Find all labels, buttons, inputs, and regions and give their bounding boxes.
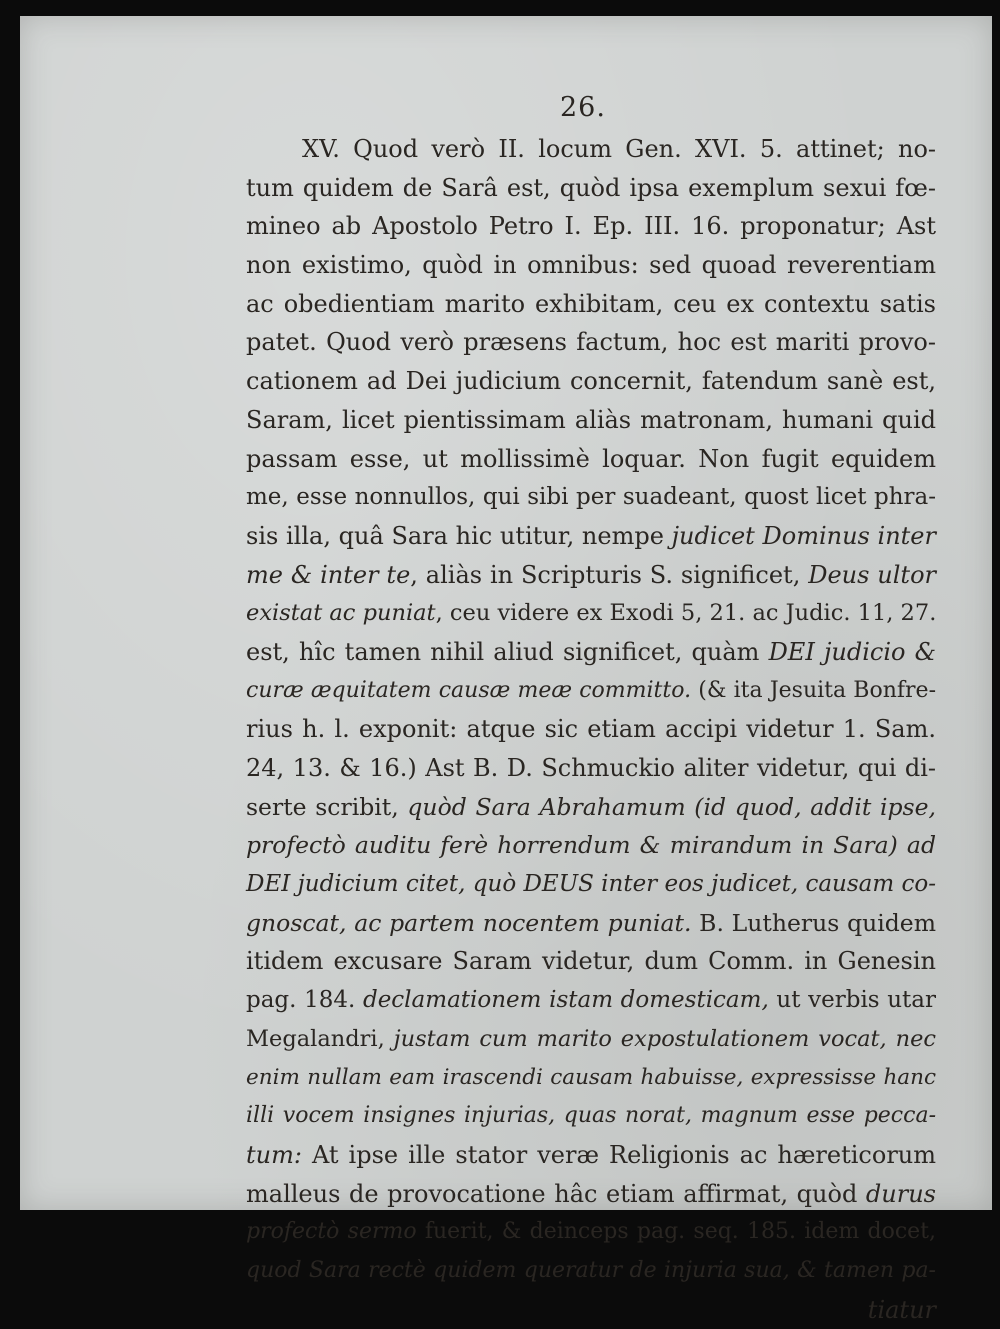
text-line [246, 981, 936, 1020]
roman-text: cationem ad Dei judicium concernit, fatendum sanè est, [246, 367, 936, 396]
text-line [246, 556, 936, 595]
roman-text: non existimo, quòd in omnibus: sed quoad reverentiam [246, 251, 936, 280]
text-line [246, 672, 936, 711]
text-line [246, 1213, 936, 1252]
text-line [246, 478, 936, 517]
italic-text: me & inter te [246, 560, 411, 589]
roman-text: sis illa, quâ Sara hic utitur, nempe [246, 521, 672, 550]
roman-text: ut verbis utar [768, 987, 937, 1014]
text-line [246, 1020, 936, 1059]
roman-text: est, hîc tamen nihil aliud significet, quàm [246, 637, 769, 666]
italic-text: quod Sara rectè quidem queratur de injuria sua, & tamen pa- [246, 1257, 936, 1283]
roman-text: patet. Quod verò præsens factum, hoc est mariti provo- [246, 328, 936, 357]
roman-text: XV. Quod verò II. locum Gen. XVI. 5. attinet; no- [302, 135, 936, 163]
text-line [246, 1175, 936, 1214]
text-line [246, 323, 936, 362]
text-line [246, 865, 936, 904]
text-line [246, 1136, 936, 1175]
text-line [246, 401, 936, 440]
text-line [246, 285, 936, 324]
italic-text: profectò auditu ferè horrendum & mirandum in Sara) ad [246, 831, 936, 860]
roman-text: 24, 13. & 16.) Ast B. D. Schmuckio aliter videtur, qui di- [246, 754, 936, 782]
text-line [246, 246, 936, 285]
roman-text: Saram, licet pientissimam aliàs matronam, humani quid [246, 405, 936, 434]
roman-text: me, esse nonnullos, qui sibi per suadeant, quost licet phra- [246, 484, 936, 511]
text-line [246, 1059, 936, 1098]
italic-text: Deus ultor [808, 560, 937, 589]
italic-text: judicet Dominus inter [671, 521, 936, 550]
text-line [246, 904, 936, 943]
italic-text: curæ æquitatem causæ meæ committo. [246, 677, 692, 703]
text-line [246, 788, 936, 827]
italic-text: quòd Sara Abrahamum (id quod, addit ipse, [407, 792, 936, 821]
text-line [246, 1252, 936, 1291]
italic-text: durus [865, 1179, 936, 1208]
text-line [246, 594, 936, 633]
text-line [246, 826, 936, 865]
roman-text: passam esse, ut mollissimè loquar. Non fugit equidem [246, 444, 936, 473]
roman-text: Megalandri, [246, 1025, 394, 1052]
text-line [246, 207, 936, 246]
text-line [246, 517, 936, 556]
italic-text: gnoscat, ac partem nocentem puniat. [246, 908, 692, 937]
italic-text: justam cum marito expostulationem vocat, nec [393, 1025, 936, 1052]
roman-text: (& ita Jesuita Bonfre- [691, 677, 936, 703]
page-number: 26. [560, 92, 606, 123]
roman-text: tum quidem de Sarâ est, quòd ipsa exemplum sexui fœ- [246, 173, 936, 202]
text-line [246, 440, 936, 479]
roman-text: ac obedientiam marito exhibitam, ceu ex contextu satis [246, 289, 936, 318]
roman-text: fuerit, & deinceps pag. seq. 185. idem docet, [416, 1219, 936, 1245]
roman-text: pag. 184. [246, 987, 363, 1014]
text-line [246, 130, 936, 169]
roman-text: serte scribit, [246, 792, 408, 821]
roman-text: mineo ab Apostolo Petro I. Ep. III. 16. proponatur; Ast [246, 212, 936, 241]
roman-text: , aliàs in Scripturis S. significet, [410, 560, 809, 589]
roman-text: At ipse ille stator veræ Religionis ac hæreticorum [301, 1140, 936, 1169]
text-line [246, 633, 936, 672]
text-line [246, 749, 936, 788]
italic-text: tum: [246, 1140, 302, 1169]
text-line [246, 942, 936, 981]
italic-text: illi vocem insignes injurias, quas norat, magnum esse pecca- [246, 1103, 936, 1129]
italic-text: tiatur [867, 1295, 936, 1324]
text-line [246, 362, 936, 401]
roman-text: B. Lutherus quidem [691, 908, 937, 937]
italic-text: existat ac puniat [246, 600, 436, 627]
roman-text: rius h. l. exponit: atque sic etiam accipi videtur 1. Sam. [246, 715, 936, 744]
roman-text: malleus de provocatione hâc etiam affirmat, quòd [246, 1179, 866, 1208]
roman-text: , ceu videre ex Exodi 5, 21. ac Judic. 11, 27. [435, 600, 937, 627]
book-page [20, 16, 992, 1324]
italic-text: DEI judicium citet, quò DEUS inter eos judicet, causam co- [246, 871, 936, 898]
text-line [246, 169, 936, 208]
text-line [246, 1097, 936, 1136]
text-line [246, 1291, 936, 1329]
italic-text: profectò sermo [246, 1219, 417, 1245]
italic-text: enim nullam eam irascendi causam habuisse, expressisse hanc [246, 1064, 936, 1090]
italic-text: DEI judicio & [768, 637, 936, 666]
roman-text: itidem excusare Saram videtur, dum Comm. in Genesin [246, 947, 936, 976]
body-text [246, 130, 936, 1329]
italic-text: declamationem istam domesticam, [362, 987, 769, 1014]
text-line [246, 710, 936, 749]
